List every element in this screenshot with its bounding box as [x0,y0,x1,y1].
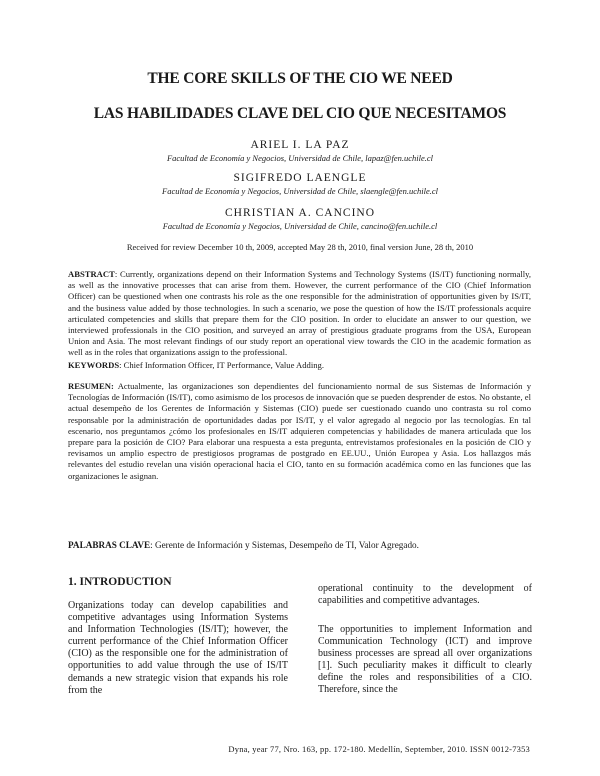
author-affiliation: Facultad de Economía y Negocios, Universidad de Chile, lapaz@fen.uchile.cl [166,153,434,163]
body-paragraph-right-1: operational continuity to the development of capabilities and competitive advantages. [318,583,532,607]
abstract [68,269,531,359]
palabras-clave-text: : Gerente de Información y Sistemas, Desempeño de TI, Valor Agregado. [150,540,419,550]
resumen [68,381,531,482]
author-affiliation: Facultad de Economía y Negocios, Universidad de Chile, cancino@fen.uchile.cl [162,221,438,231]
keywords-text: : Chief Information Officer, IT Performance, Value Adding. [119,360,324,370]
resumen-text: Actualmente, las organizaciones son dependientes del funcionamiento normal de sus Sistemas de Información y Tecnologías de Información (IS/IT), como asimismo de los procesos de innovación que se pueden desprender de estos. No obstante, el actual desempeño de los Gerentes de Información y Sistemas (CIO) puede ser cuestionado cuando uno contrasta su rol como responsable por la administración de oportunidades dadas por IS/IT, y el valor agregado al negocio por las tecnologías. En tal escenario, nos preguntamos ¿cómo los profesionales en IS/IT adquieren competencias y habilidades de manera articulada que los prepare para la posición de CIO? Para elaborar una respuesta a esta pregunta, entrevistamos profesionales en la posición de CIO y revisamos un amplio espectro de prestigiosos programas de postgrado en EE.UU., Unión Europea y Asia. Los hallazgos más relevantes del estudio revelan una visión operacional hacia el CIO, tanto en su formación académica como en las funciones que las organizaciones le asignan. [68,381,531,481]
section-heading-introduction: 1. INTRODUCTION [68,576,172,588]
author-block [0,207,600,231]
author-name: SIGIFREDO LAENGLE [233,172,367,184]
author-name: ARIEL I. LA PAZ [250,139,350,151]
abstract-text: : Currently, organizations depend on their Information Systems and Technology Systems (IS/IT) functioning normally, as well as the innovative processes that can arise from them. However, the current performance of the CIO (Chief Information Officer) can be questioned when one contrasts his role as the one responsible for the administration of opportunities given by IS/IT, and the business value added by those technologies. In such a scenario, we pose the question of how the IS/IT professionals acquire articulated competencies and skills that prepare them for the CIO position. In order to elucidate an answer to our question, we interviewed professionals in the CIO position, and surveyed an array of prestigious graduate programs from the USA, European Union and Asia. The most relevant findings of our study report an operational view towards the CIO in the academic formation as well as in the roles that organizations assign to the professional. [68,269,531,358]
page-footer-citation: Dyna, year 77, Nro. 163, pp. 172-180. Medellín, September, 2010. ISSN 0012-7353 [228,744,530,754]
author-name: CHRISTIAN A. CANCINO [224,207,376,219]
keywords-label: KEYWORDS [68,360,120,370]
received-dates: Received for review December 10 th, 2009, accepted May 28 th, 2010, final version June, 28 th, 2010 [126,242,474,252]
author-block [0,172,600,196]
resumen-label: RESUMEN: [68,381,114,391]
body-paragraph-right-2: The opportunities to implement Information and Communication Technology (ICT) and improve business processes are spread all over organizations [1]. Such peculiarity makes it difficult to clearly define the roles and responsibilities of a CIO. Therefore, since the [318,624,532,696]
paper-title-english: THE CORE SKILLS OF THE CIO WE NEED [147,70,453,87]
author-block [0,139,600,163]
author-affiliation: Facultad de Economía y Negocios, Universidad de Chile, slaengle@fen.uchile.cl [162,186,438,196]
palabras-clave-label: PALABRAS CLAVE [68,540,151,550]
body-paragraph-left: Organizations today can develop capabilities and competitive advantages using Information Systems and Information Technologies (IS/IT); however, the current performance of the Chief Information Officer (CIO) as the responsible one for the administration of opportunities to add value through the use of IS/IT demands a new strategic vision that expands his role from the [68,600,288,696]
palabras-clave [68,540,531,551]
abstract-label: ABSTRACT [68,269,115,279]
paper-title-spanish: LAS HABILIDADES CLAVE DEL CIO QUE NECESITAMOS [93,105,507,122]
keywords [68,360,531,371]
